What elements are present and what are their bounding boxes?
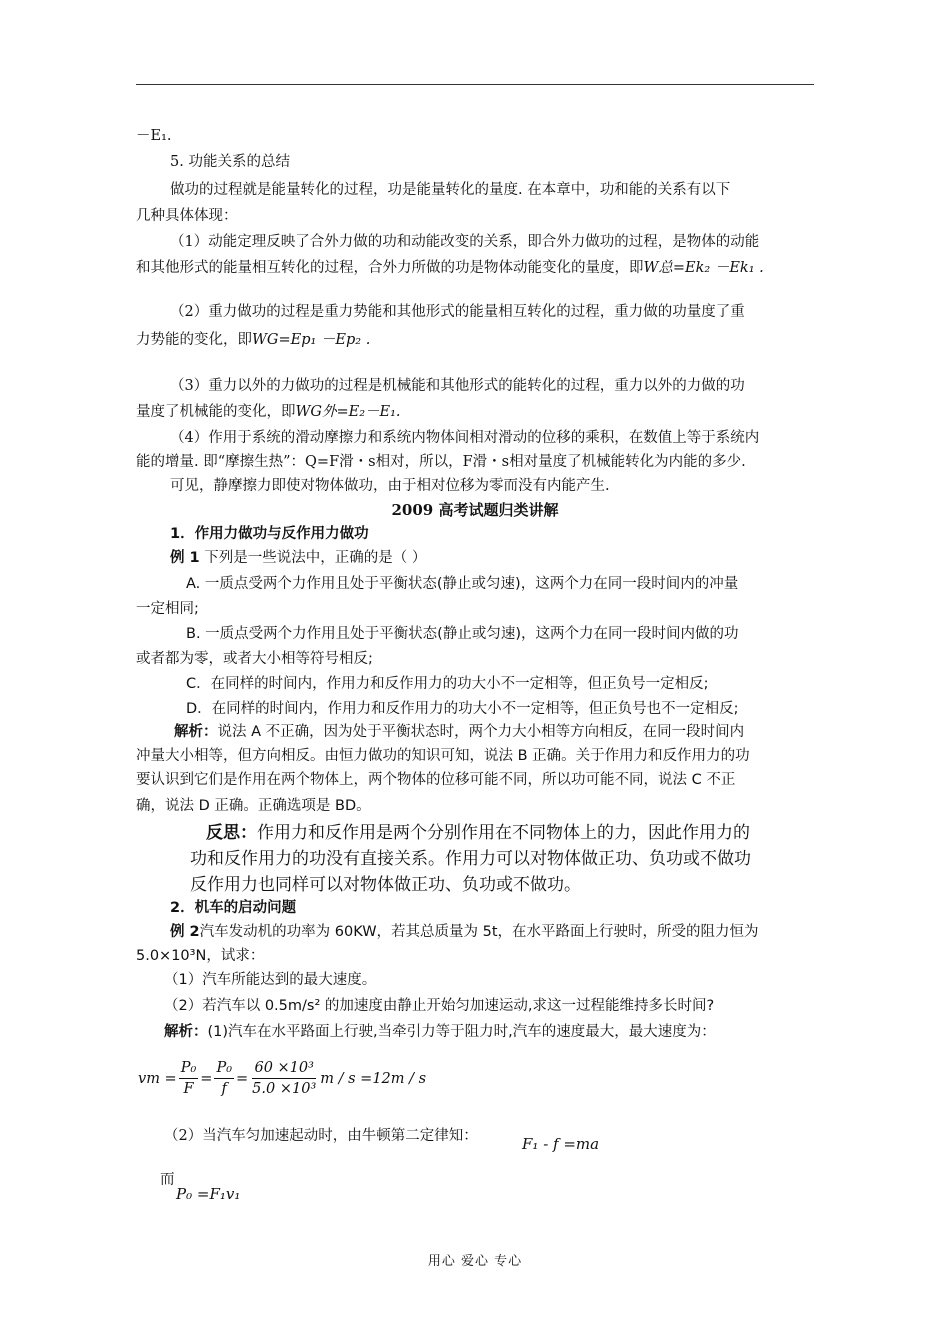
analysis: 解析：说法 A 不正确，因为处于平衡状态时，两个力大小相等方向相反，在同一段时间内 bbox=[174, 724, 745, 740]
fraction: $\frac{\text{P₀}}{f}$ bbox=[216, 1060, 233, 1097]
option-c: C．在同样的时间内，作用力和反作用力的功大小不一定相等，但正负号一定相反; bbox=[186, 676, 709, 692]
text-line: 而 bbox=[160, 1172, 175, 1188]
equation-power: P₀ =F₁v₁ bbox=[176, 1185, 241, 1203]
text-line: 和其他形式的能量相互转化的过程，合外力所做的功是物体动能变化的量度，即W总=Ek₂ －Ek₁ . bbox=[136, 260, 764, 276]
option-a: A. 一质点受两个力作用且处于平衡状态(静止或匀速)，这两个力在同一段时间内的冲量 bbox=[186, 576, 739, 592]
page-footer: 用心 爱心 专心 bbox=[427, 1254, 523, 1269]
text-line: （4）作用于系统的滑动摩擦力和系统内物体间相对滑动的位移的乘积，在数值上等于系统内 bbox=[170, 430, 760, 446]
equation-max-speed: vm = $\frac{\text{P₀}}{F}$ = $\frac{\text{P₀}}{f}$ = $\frac{\text{60 ×10³}}{\text{5.0 ×10³}}$ m / s =12m / s bbox=[138, 1060, 427, 1097]
text-line: 可见，静摩擦力即使对物体做功，由于相对位移为零而没有内能产生. bbox=[170, 478, 610, 494]
reflection-line: 功和反作用力的功没有直接关系。作用力可以对物体做正功、负功或不做功 bbox=[190, 849, 751, 869]
formula: WG外=E₂－E₁. bbox=[295, 404, 401, 420]
reflection-line: 反作用力也同样可以对物体做正功、负功或不做功。 bbox=[190, 875, 581, 895]
text-line: （2）重力做功的过程是重力势能和其他形式的能量相互转化的过程，重力做的功量度了重 bbox=[170, 304, 745, 320]
text-line: 几种具体体现： bbox=[136, 208, 238, 224]
equation-newton: F₁ - f =ma bbox=[522, 1135, 600, 1153]
sub-question: （1）汽车所能达到的最大速度。 bbox=[164, 972, 377, 988]
subsection-title: 5. 功能关系的总结 bbox=[170, 154, 290, 170]
option-b: B. 一质点受两个力作用且处于平衡状态(静止或匀速)，这两个力在同一段时间内做的功 bbox=[186, 626, 739, 642]
question-stem-cont: 5.0×10³N，试求： bbox=[136, 948, 265, 964]
text-line: （2）当汽车匀加速起动时，由牛顿第二定律知： bbox=[164, 1128, 478, 1144]
formula: WG=Ep₁ －Ep₂ . bbox=[252, 332, 371, 348]
text-line: 能的增量. 即“摩擦生热”：Q=F滑・s相对，所以，F滑・s相对量度了机械能转化为内能的多少. bbox=[136, 454, 746, 470]
analysis-line: 确，说法 D 正确。正确选项是 BD。 bbox=[136, 798, 371, 814]
formula: W总=Ek₂ －Ek₁ . bbox=[643, 260, 764, 276]
option-a-cont: 一定相同; bbox=[136, 601, 199, 617]
section-title: 2009 高考试题归类讲解 bbox=[391, 501, 559, 519]
question-stem: 例 1 下列是一些说法中，正确的是（ ） bbox=[170, 550, 427, 566]
text-line: （3）重力以外的力做功的过程是机械能和其他形式的能转化的过程，重力以外的力做的功 bbox=[170, 378, 745, 394]
analysis-line: 要认识到它们是作用在两个物体上，两个物体的位移可能不同，所以功可能不同，说法 C 不正 bbox=[136, 772, 736, 788]
fraction: $\frac{\text{60 ×10³}}{\text{5.0 ×10³}}$ bbox=[252, 1060, 317, 1097]
question-heading: 1．作用力做功与反作用力做功 bbox=[170, 526, 369, 542]
question-stem: 例 2汽车发动机的功率为 60KW，若其总质量为 5t，在水平路面上行驶时，所受的阻力恒为 bbox=[170, 924, 759, 940]
text-line: 力势能的变化，即WG=Ep₁ －Ep₂ . bbox=[136, 332, 371, 348]
text-line: －E₁. bbox=[136, 128, 172, 144]
text-line: 做功的过程就是能量转化的过程，功是能量转化的量度. 在本章中，功和能的关系有以下 bbox=[170, 182, 731, 198]
text-line: （1）动能定理反映了合外力做的功和动能改变的关系，即合外力做功的过程，是物体的动能 bbox=[170, 234, 760, 250]
question-heading: 2．机车的启动问题 bbox=[170, 900, 297, 916]
option-d: D．在同样的时间内，作用力和反作用力的功大小不一定相等，但正负号也不一定相反; bbox=[186, 701, 739, 717]
option-b-cont: 或者都为零，或者大小相等符号相反; bbox=[136, 651, 373, 667]
sub-question: （2）若汽车以 0.5m/s² 的加速度由静止开始匀加速运动,求这一过程能维持多长时间? bbox=[164, 998, 715, 1014]
header-rule bbox=[136, 84, 814, 85]
text-line: 量度了机械能的变化，即WG外=E₂－E₁. bbox=[136, 404, 401, 420]
analysis: 解析：(1)汽车在水平路面上行驶,当牵引力等于阻力时,汽车的速度最大，最大速度为： bbox=[164, 1024, 716, 1040]
analysis-line: 冲量大小相等，但方向相反。由恒力做功的知识可知，说法 B 正确。关于作用力和反作用力的功 bbox=[136, 748, 750, 764]
fraction: $\frac{\text{P₀}}{F}$ bbox=[180, 1060, 197, 1097]
reflection: 反思：作用力和反作用是两个分别作用在不同物体上的力，因此作用力的 bbox=[206, 823, 750, 843]
